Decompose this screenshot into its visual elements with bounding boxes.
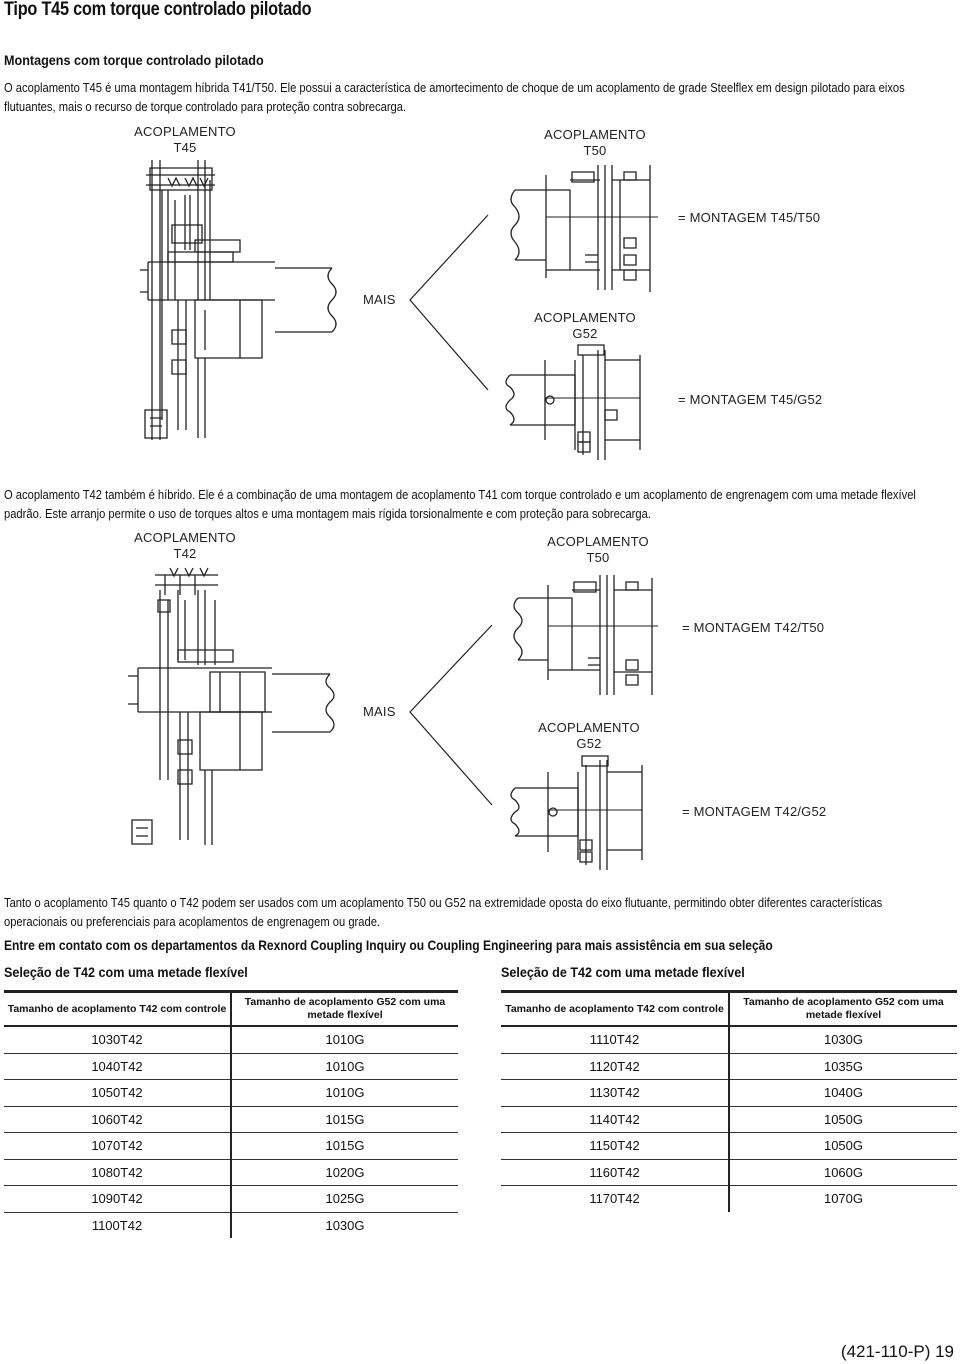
cell-g52-size: 1010G — [231, 1053, 458, 1080]
cell-t42-size: 1070T42 — [4, 1133, 231, 1160]
branch-lines-1 — [410, 215, 488, 390]
table-row — [501, 1053, 957, 1080]
paragraph-2-line-2: padrão. Este arranjo permite o uso de torques altos e uma montagem mais rígida torsionalmente e com proteção para sobrecarga. — [4, 506, 651, 521]
montagem-t42-t50: = MONTAGEM T42/T50 — [682, 620, 825, 635]
paragraph-2-line-1: O acoplamento T42 também é híbrido. Ele é a combinação de uma montagem de acoplamento T41 com torque controlado e um acoplamento de engrenagem com uma metade flexível — [4, 487, 916, 502]
table-row — [4, 1053, 458, 1080]
cell-g52-size: 1030G — [729, 1026, 957, 1053]
table-row — [4, 1186, 458, 1213]
contact-note: Entre em contato com os departamentos da Rexnord Coupling Inquiry ou Coupling Engineering para mais assistência em sua seleção — [4, 937, 773, 953]
g52-coupling-drawing-2 — [511, 756, 642, 870]
cell-g52-size: 1050G — [729, 1106, 957, 1133]
cell-g52-size: 1060G — [729, 1159, 957, 1186]
t50-label-1: ACOPLAMENTO T50 — [544, 127, 646, 158]
t45-coupling-drawing — [140, 160, 336, 440]
t42-coupling-drawing — [128, 568, 334, 845]
mais-label-2: MAIS — [363, 704, 396, 719]
cell-g52-size: 1015G — [231, 1106, 458, 1133]
col-header-g52: Tamanho de acoplamento G52 com uma metade flexível — [231, 992, 458, 1027]
section-subtitle: Montagens com torque controlado pilotado — [4, 52, 264, 68]
cell-g52-size: 1040G — [729, 1080, 957, 1107]
cell-t42-size: 1120T42 — [501, 1053, 729, 1080]
selection-table-right — [501, 990, 957, 1212]
table-right-heading: Seleção de T42 com uma metade flexível — [501, 964, 745, 980]
col-header-t42: Tamanho de acoplamento T42 com controle — [501, 992, 729, 1027]
paragraph-1-line-1: O acoplamento T45 é uma montagem híbrida T41/T50. Ele possui a característica de amortecimento de choque de um acoplamento de grade Steelflex em design pilotado para eixos — [4, 80, 905, 95]
cell-t42-size: 1090T42 — [4, 1186, 231, 1213]
cell-t42-size: 1050T42 — [4, 1080, 231, 1107]
cell-g52-size: 1050G — [729, 1133, 957, 1160]
montagem-t45-g52: = MONTAGEM T45/G52 — [678, 392, 823, 407]
cell-t42-size: 1170T42 — [501, 1186, 729, 1212]
cell-t42-size: 1110T42 — [501, 1026, 729, 1053]
cell-t42-size: 1150T42 — [501, 1133, 729, 1160]
cell-g52-size: 1020G — [231, 1159, 458, 1186]
cell-g52-size: 1025G — [231, 1186, 458, 1213]
table-row — [4, 1159, 458, 1186]
cell-t42-size: 1030T42 — [4, 1026, 231, 1053]
page-footer: (421-110-P) 19 — [840, 1342, 954, 1361]
g52-label-2: ACOPLAMENTO G52 — [538, 720, 640, 751]
cell-t42-size: 1060T42 — [4, 1106, 231, 1133]
cell-t42-size: 1100T42 — [4, 1212, 231, 1238]
cell-g52-size: 1070G — [823, 1191, 864, 1207]
table-row — [501, 1159, 957, 1186]
col-header-g52: Tamanho de acoplamento G52 com uma metade flexível — [729, 992, 957, 1027]
t45-label: ACOPLAMENTO T45 — [134, 124, 236, 155]
g52-coupling-drawing-1 — [506, 345, 640, 460]
table-row — [501, 1186, 957, 1212]
t50-label-2: ACOPLAMENTO T50 — [547, 534, 649, 565]
col-header-t42: Tamanho de acoplamento T42 com controle — [4, 992, 231, 1027]
t50-coupling-drawing-1 — [511, 165, 658, 292]
table-row — [4, 1080, 458, 1107]
table-row — [4, 1133, 458, 1160]
table-row — [501, 1106, 957, 1133]
cell-t42-size: 1140T42 — [501, 1106, 729, 1133]
cell-t42-size: 1040T42 — [4, 1053, 231, 1080]
table-row — [4, 1106, 458, 1133]
table-left-heading: Seleção de T42 com uma metade flexível — [4, 964, 248, 980]
mais-label-1: MAIS — [363, 292, 396, 307]
branch-lines-2 — [410, 625, 492, 805]
table-row — [4, 1212, 458, 1238]
montagem-t45-t50: = MONTAGEM T45/T50 — [678, 210, 821, 225]
table-row — [501, 1133, 957, 1160]
selection-table-left — [4, 990, 458, 1238]
cell-g52-size: 1010G — [231, 1080, 458, 1107]
paragraph-3-line-2: operacionais ou preferenciais para acoplamentos de engrenagem ou grade. — [4, 914, 381, 929]
cell-t42-size: 1080T42 — [4, 1159, 231, 1186]
cell-g52-size: 1015G — [231, 1133, 458, 1160]
cell-g52-size: 1035G — [729, 1053, 957, 1080]
t42-label: ACOPLAMENTO T42 — [134, 530, 236, 561]
table-row — [4, 1026, 458, 1053]
cell-g52-size: 1010G — [231, 1026, 458, 1053]
t50-coupling-drawing-2 — [514, 575, 658, 695]
paragraph-3-line-1: Tanto o acoplamento T45 quanto o T42 podem ser usados com um acoplamento T50 ou G52 na extremidade oposta do eixo flutuante, permitindo obter diferentes características — [4, 895, 883, 910]
paragraph-1-line-2: flutuantes, mais o recurso de torque controlado para proteção contra sobrecarga. — [4, 99, 407, 114]
g52-label-1: ACOPLAMENTO G52 — [534, 310, 636, 341]
table-row — [501, 1026, 957, 1053]
cell-t42-size: 1160T42 — [501, 1159, 729, 1186]
page-title: Tipo T45 com torque controlado pilotado — [4, 0, 312, 20]
cell-g52-size: 1030G — [325, 1217, 365, 1233]
montagem-t42-g52: = MONTAGEM T42/G52 — [682, 804, 827, 819]
table-row — [501, 1080, 957, 1107]
cell-t42-size: 1130T42 — [501, 1080, 729, 1107]
